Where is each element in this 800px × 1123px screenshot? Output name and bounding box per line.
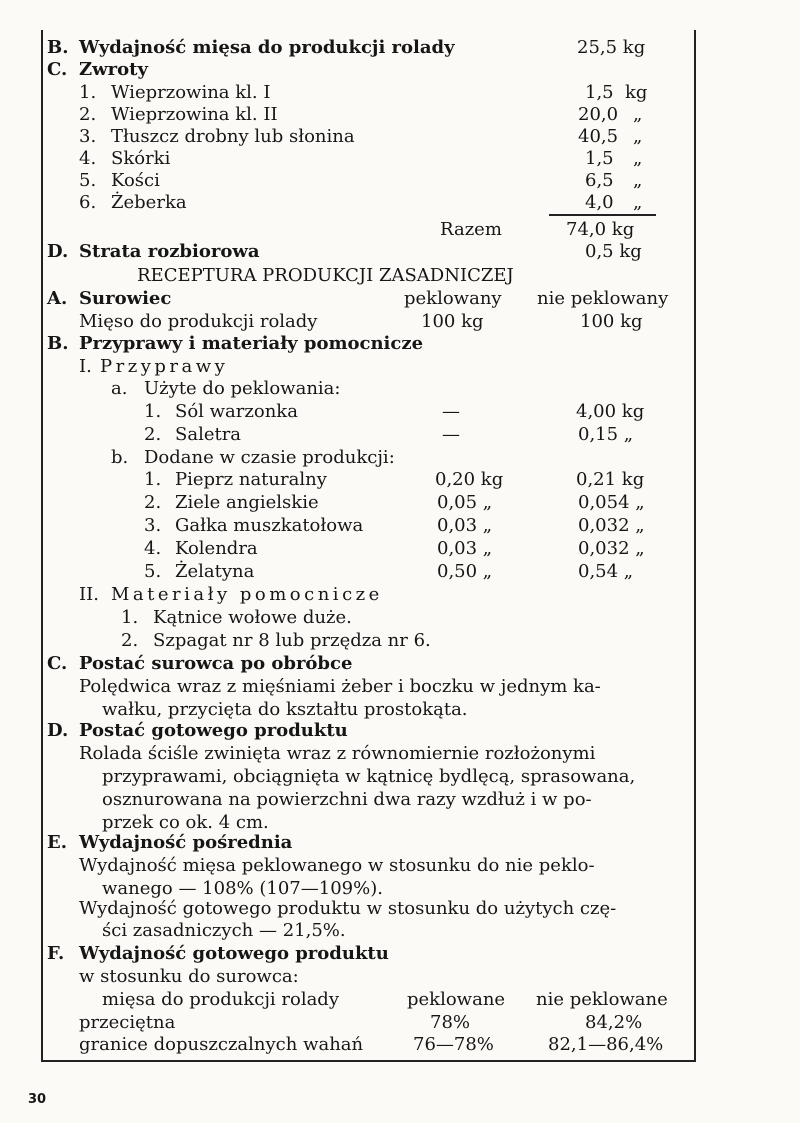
item-number: 1. (121, 607, 139, 628)
item-value: 1,5 (585, 148, 614, 169)
item-unit: „ (633, 192, 643, 213)
item-value: 1,5 (585, 82, 614, 103)
item-value: 4,0 (585, 192, 614, 213)
row-label: granice dopuszczalnych wahań (79, 1034, 364, 1055)
paragraph-line: przek co ok. 4 cm. (102, 812, 269, 833)
item-uncured: 0,54 „ (578, 561, 634, 582)
section-label: E. (47, 832, 67, 853)
item-number: 4. (79, 148, 97, 169)
row-label: przeciętna (79, 1012, 176, 1033)
value-uncured: 82,1—86,4% (548, 1034, 664, 1055)
item-number: 6. (79, 192, 97, 213)
item-number: 5. (144, 561, 162, 582)
section-title: Wydajność mięsa do produkcji rolady (79, 37, 455, 58)
section-label: C. (47, 653, 68, 674)
paragraph-line: Wydajność mięsa peklowanego w stosunku do nie peklo- (79, 855, 595, 876)
item-number: 4. (144, 538, 162, 559)
page-number: 30 (28, 1092, 47, 1107)
paragraph-line: Rolada ściśle zwinięta wraz z równomiernie rozłożonymi (79, 743, 596, 764)
column-header-cured: peklowane (407, 989, 506, 1010)
subsection-label: I. (79, 356, 92, 377)
paragraph-line: wałku, przycięta do kształtu prostokąta. (102, 699, 468, 720)
meat-uncured: 100 kg (580, 311, 643, 332)
item-value: 40,5 (578, 126, 619, 147)
section-title: Przyprawy i materiały pomocnicze (79, 333, 424, 354)
item-unit: „ (633, 148, 643, 169)
section-label: D. (47, 241, 69, 262)
meat-cured: 100 kg (421, 311, 484, 332)
item-unit: „ (633, 126, 643, 147)
item-name: Kątnice wołowe duże. (153, 607, 352, 628)
item-cured: 0,05 „ (437, 492, 493, 513)
item-name: Wieprzowina kl. II (111, 104, 278, 125)
item-cured: 0,03 „ (437, 538, 493, 559)
section-title: Wydajność gotowego produktu (79, 943, 389, 964)
item-uncured: 0,054 „ (578, 492, 645, 513)
item-unit: kg (625, 82, 648, 103)
yield-value: 25,5 kg (577, 37, 646, 58)
item-name: Ziele angielskie (175, 492, 319, 513)
value-uncured: 84,2% (585, 1012, 643, 1033)
item-name: Skórki (111, 148, 171, 169)
item-name: Tłuszcz drobny lub słonina (111, 126, 355, 147)
total-value: 74,0 kg (566, 219, 635, 240)
item-number: 1. (144, 401, 162, 422)
item-uncured: 0,21 kg (576, 469, 645, 490)
paragraph-line: wanego — 108% (107—109%). (102, 878, 383, 899)
section-title: Strata rozbiorowa (79, 241, 260, 262)
item-number: 2. (144, 492, 162, 513)
group-title: Użyte do peklowania: (144, 378, 341, 399)
section-label: D. (47, 720, 69, 741)
paragraph-line: osznurowana na powierzchni dwa razy wzdłuż i w po- (102, 789, 592, 810)
section-title: Wydajność pośrednia (79, 832, 293, 853)
column-header-uncured: nie peklowane (536, 989, 668, 1010)
group-label: b. (111, 447, 129, 468)
item-name: Kolendra (175, 538, 258, 559)
section-label: C. (47, 59, 68, 80)
item-cured: — (442, 424, 460, 445)
item-value: 6,5 (585, 170, 614, 191)
item-unit: „ (633, 104, 643, 125)
paragraph-line: przyprawami, obciągnięta w kątnicę bydlęcą, sprasowana, (102, 766, 636, 787)
item-cured: 0,50 „ (437, 561, 493, 582)
item-number: 2. (144, 424, 162, 445)
item-number: 2. (121, 630, 139, 651)
item-name: Kości (111, 170, 160, 191)
item-uncured: 0,032 „ (578, 515, 645, 536)
sum-rule (549, 214, 656, 216)
item-cured: 0,20 kg (435, 469, 504, 490)
section-title: Postać gotowego produktu (79, 720, 348, 741)
recipe-heading: RECEPTURA PRODUKCJI ZASADNICZEJ (137, 265, 514, 286)
section-label: A. (47, 288, 68, 309)
subsection-label: II. (79, 584, 99, 605)
paragraph-line: ści zasadniczych — 21,5%. (102, 920, 346, 941)
section-title: Zwroty (79, 59, 148, 80)
value-cured: 78% (430, 1012, 471, 1033)
item-number: 1. (144, 469, 162, 490)
item-number: 3. (79, 126, 97, 147)
subsection-title: Przyprawy (100, 356, 229, 377)
column-header-uncured: nie peklowany (537, 288, 669, 309)
item-name: Saletra (175, 424, 242, 445)
item-uncured: 0,15 „ (578, 424, 634, 445)
item-value: 20,0 (578, 104, 619, 125)
column-header-cured: peklowany (404, 288, 502, 309)
item-unit: „ (633, 170, 643, 191)
item-name: Sól warzonka (175, 401, 298, 422)
item-name: Żeberka (111, 192, 187, 213)
f-subject: mięsa do produkcji rolady (102, 989, 339, 1010)
total-label: Razem (440, 219, 502, 240)
item-uncured: 4,00 kg (576, 401, 645, 422)
section-title: Surowiec (79, 288, 172, 309)
paragraph-line: Polędwica wraz z mięśniami żeber i boczku w jednym ka- (79, 676, 601, 697)
item-number: 2. (79, 104, 97, 125)
value-cured: 76—78% (413, 1034, 494, 1055)
section-label: F. (47, 943, 65, 964)
f-intro: w stosunku do surowca: (79, 966, 299, 987)
section-label: B. (47, 333, 69, 354)
item-name: Żelatyna (175, 561, 255, 582)
item-name: Wieprzowina kl. I (111, 82, 271, 103)
paragraph-line: Wydajność gotowego produktu w stosunku do użytych czę- (79, 898, 617, 919)
loss-value: 0,5 kg (585, 241, 642, 262)
item-number: 1. (79, 82, 97, 103)
item-cured: 0,03 „ (437, 515, 493, 536)
item-number: 3. (144, 515, 162, 536)
section-title: Postać surowca po obróbce (79, 653, 353, 674)
group-label: a. (111, 378, 128, 399)
section-label: B. (47, 37, 69, 58)
item-name: Szpagat nr 8 lub przędza nr 6. (153, 630, 431, 651)
item-uncured: 0,032 „ (578, 538, 645, 559)
item-name: Gałka muszkatołowa (175, 515, 364, 536)
item-name: Pieprz naturalny (175, 469, 327, 490)
item-cured: — (442, 401, 460, 422)
group-title: Dodane w czasie produkcji: (144, 447, 395, 468)
meat-name: Mięso do produkcji rolady (79, 311, 318, 332)
item-number: 5. (79, 170, 97, 191)
subsection-title: Materiały pomocnicze (111, 584, 383, 605)
